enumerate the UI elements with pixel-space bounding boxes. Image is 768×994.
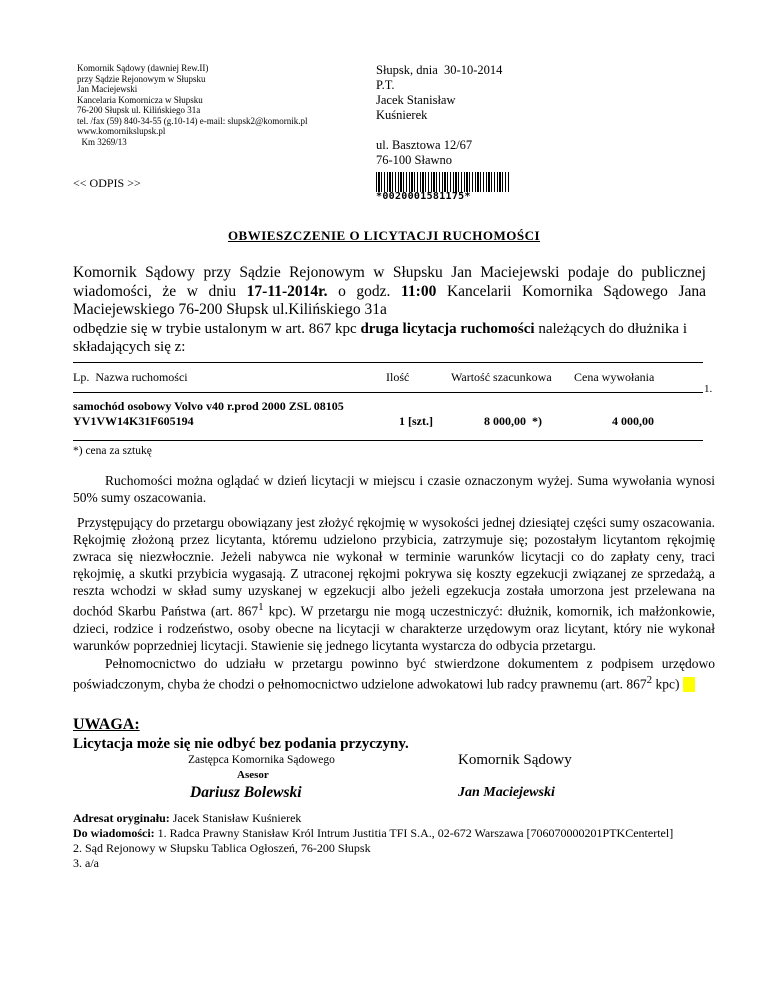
- signature-right-name: Jan Maciejewski: [458, 785, 555, 800]
- header-line: Kancelaria Komornicza w Słupsku: [77, 94, 203, 105]
- item-vin: YV1VW14K31F605194: [73, 414, 194, 428]
- item-name: samochód osobowy Volvo v40 r.prod 2000 ZSL 08105: [73, 399, 344, 413]
- auction-date: 17-11-2014r.: [246, 282, 328, 300]
- recipient-line: Kuśnierek: [376, 108, 428, 122]
- row-number: 1.: [704, 383, 713, 395]
- document-title: OBWIESZCZENIE O LICYTACJI RUCHOMOŚCI: [227, 228, 541, 243]
- distribution-item: 2. Sąd Rejonowy w Słupsku Tablica Ogłoszeń, 76-200 Słupsk: [73, 841, 371, 855]
- item-qty: 1 [szt.]: [399, 414, 433, 428]
- header-lp-name: Lp. Nazwa ruchomości: [73, 370, 188, 384]
- barcode-text: *0020001581175*: [376, 191, 471, 202]
- table-rule: [73, 392, 703, 393]
- table-rule: [73, 362, 703, 363]
- address-line: ul. Basztowa 12/67: [376, 138, 473, 152]
- odpis-label: << ODPIS >>: [73, 176, 141, 190]
- distribution-item: 3. a/a: [73, 856, 99, 870]
- table-row: [73, 399, 344, 429]
- do-wiadomosci-line: Do wiadomości: 1. Radca Prawny Stanisław Król Intrum Justitia TFI S.A., 02-672 Warszawa [706070000201PTKCentertel]: [73, 826, 674, 840]
- item-price: 4 000,00: [612, 414, 654, 428]
- uwaga-text: Licytacja może się nie odbyć bez podania przyczyny.: [73, 736, 409, 752]
- proxy-paragraph: Pełnomocnictwo do udziału w przetargu powinno być stwierdzone dokumentem z podpisem urzędowo poświadczonym, chyba że chodzi o pełnomocnictwo udzielone adwokatowi lub radcy prawnemu (art. $867^2$ kpc): [73, 656, 715, 692]
- auction-time: 11:00: [401, 282, 437, 300]
- auction-type: druga licytacja ruchomości: [360, 321, 535, 337]
- signature-left-title: Zastępca Komornika Sądowego: [188, 754, 335, 766]
- intro-line: Komornik Sądowy przy Sądzie Rejonowym w Słupsku Jan Maciejewski podaje do publicznej: [73, 264, 706, 281]
- signature-right-title: Komornik Sądowy: [458, 752, 572, 768]
- viewing-paragraph: Ruchomości można oglądać w dzień licytacji w miejscu i czasie oznaczonym wyżej. Suma wywołania wynosi 50% sumy oszacowania.: [73, 473, 715, 505]
- header-value: Wartość szacunkowa: [451, 370, 552, 384]
- table-rule: [73, 440, 703, 441]
- header-line: Jan Maciejewski: [77, 84, 138, 94]
- recipient-line: P.T.: [376, 78, 395, 92]
- intro-line: odbędzie się w trybie ustalonym w art. 867 kpc druga licytacja ruchomości należących do dłużnika i: [73, 321, 688, 337]
- signature-left-name: Dariusz Bolewski: [190, 784, 302, 801]
- recipient-block: [376, 63, 626, 168]
- header-qty: Ilość: [386, 370, 410, 384]
- recipient-line: Jacek Stanisław: [376, 93, 456, 107]
- intro-line: składających się z:: [73, 339, 186, 355]
- header-price: Cena wywołania: [574, 370, 655, 384]
- header-line: www.komornikslupsk.pl: [77, 126, 166, 136]
- barcode: [376, 172, 510, 202]
- date-line: Słupsk, dnia 30-10-2014: [376, 63, 503, 77]
- signature-left-role: Asesor: [237, 769, 269, 781]
- intro-paragraph-2: [73, 320, 713, 356]
- header-line: Komornik Sądowy (dawniej Rew.II): [77, 63, 209, 73]
- intro-line: wiadomości, że w dniu 17-11-2014r. o godz. 11:00 Kancelarii Komornika Sądowego Jana: [73, 282, 706, 300]
- highlight-mark: [683, 677, 695, 692]
- intro-line: Maciejewskiego 76-200 Słupsk ul.Kilińskiego 31a: [73, 301, 387, 318]
- header-line: 76-200 Słupsk ul. Kilińskiego 31a: [77, 105, 201, 115]
- case-number: Km 3269/13: [77, 136, 127, 147]
- deposit-paragraph: Przystępujący do przetargu obowiązany jest złożyć rękojmię w wysokości jednej dziesiątej części sumy oszacowania. Rękojmię złożoną przez licytanta, któremu udzielono przybicia, zatrzymuje się; pozostałym licytantom rękojmię zwraca się niezwłocznie. Jeżeli nabywca nie wykonał w terminie warunków licytacji co do zapłaty ceny, traci rękojmię, a skutki przybicia wygasają. Z utraconej rękojmi pokrywa się koszty egzekucji związanej ze sprzedażą, a reszta wchodzi w skład sumy uzyskanej w egzekucji albo jeżeli egzekucja została umorzona jest przelewana na dochód Skarbu Państwa (art. $867^1$ kpc). W przetargu nie mogą uczestniczyć: dłużnik, komornik, ich małżonkowie, dzieci, rodzice i rodzeństwo, osoby obecne na licytacji w charakterze urzędowym oraz licytant, który nie wykonał warunków poprzedniej licytacji. Stawienie się jednego licytanta wystarcza do odbycia przetargu.: [73, 515, 715, 653]
- header-line: przy Sądzie Rejonowym w Słupsku: [77, 73, 206, 84]
- intro-paragraph: [73, 264, 706, 320]
- distribution-list: [73, 811, 753, 871]
- address-line: 76-100 Sławno: [376, 153, 453, 167]
- adresat-line: Adresat oryginału: Jacek Stanisław Kuśnierek: [73, 811, 302, 825]
- barcode-bars: [376, 172, 510, 192]
- office-header: [77, 63, 337, 147]
- header-line: tel. /fax (59) 840-34-55 (g.10-14) e-mail: slupsk2@komornik.pl: [77, 115, 308, 126]
- uwaga-heading: UWAGA:: [73, 716, 140, 733]
- footnote: *) cena za sztukę: [73, 445, 152, 457]
- item-value: 8 000,00 *): [484, 414, 542, 428]
